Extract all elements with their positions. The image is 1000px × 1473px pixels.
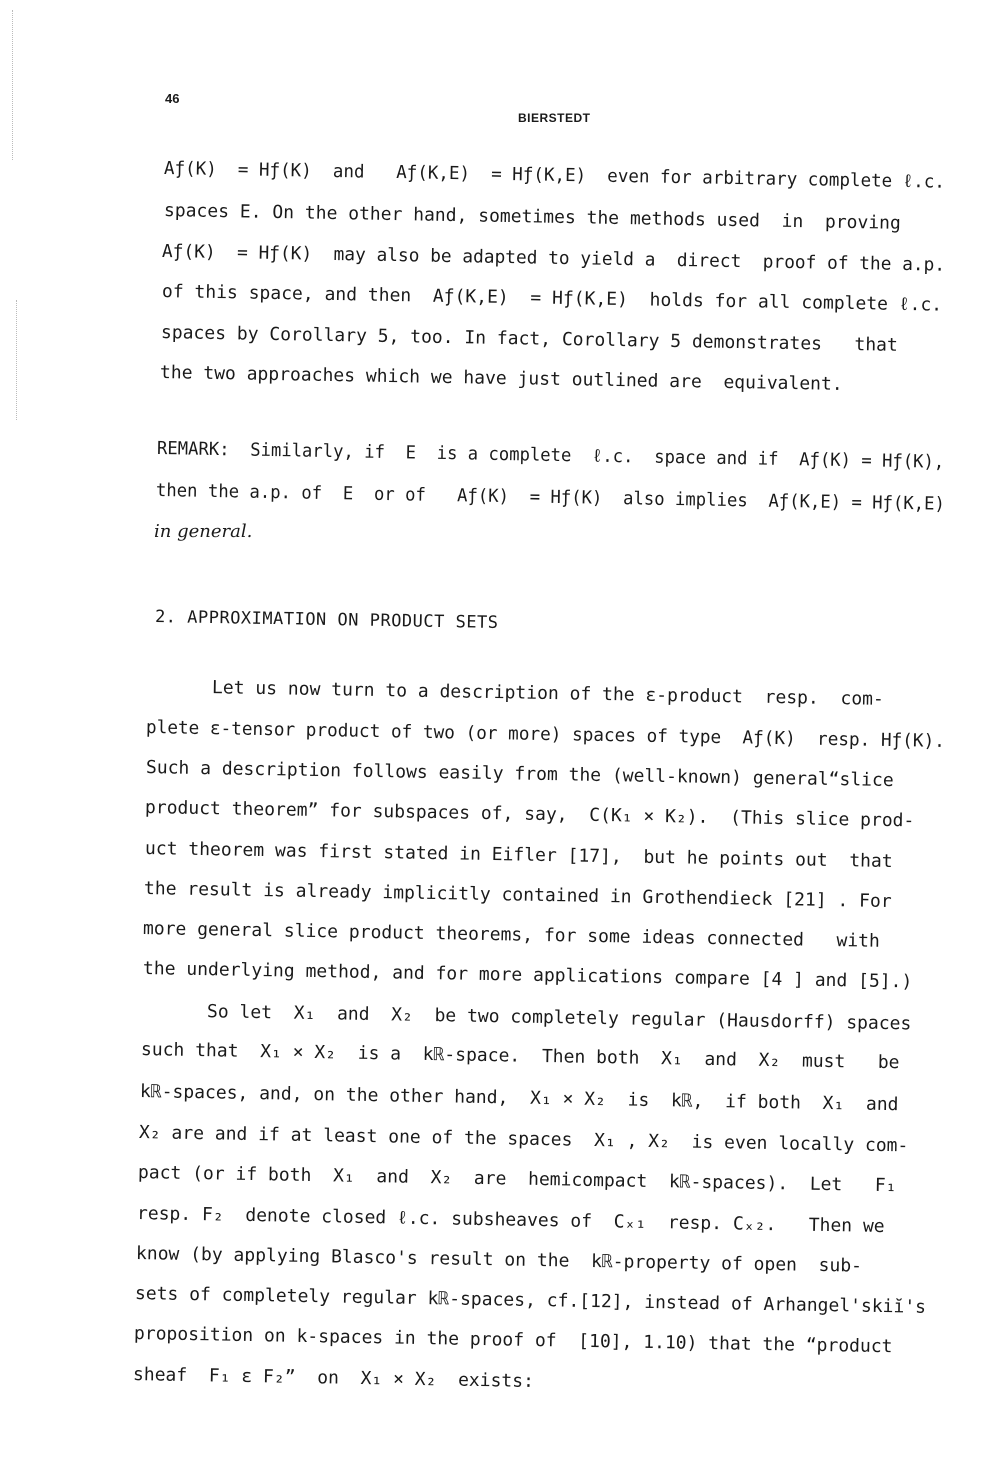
text-line: spaces by Corollary 5, too. In fact, Corollary 5 demonstrates that bbox=[160, 322, 899, 356]
text-line: plete ε-tensor product of two (or more) spaces of type Aƒ(K) resp. Hƒ(K). bbox=[145, 717, 946, 752]
text-line: sheaf F₁ ε F₂” on X₁ × X₂ exists: bbox=[132, 1364, 535, 1392]
text-line: So let X₁ and X₂ be two completely regular (Hausdorff) spaces bbox=[141, 1000, 912, 1035]
text-line: more general slice product theorems, for some ideas connected with bbox=[142, 918, 881, 952]
text-line: Aƒ(K) = Hƒ(K) may also be adapted to yield a direct proof of the a.p. bbox=[161, 241, 946, 276]
text-line: pact (or if both X₁ and X₂ are hemicompact kℝ-spaces). Let F₁ bbox=[137, 1162, 897, 1197]
scan-edge-specks bbox=[16, 300, 23, 420]
text-line: such that X₁ × X₂ is a kℝ-space. Then both X₁ and X₂ must be bbox=[140, 1039, 900, 1074]
text-line: resp. F₂ denote closed ℓ.c. subsheaves of Cₓ₁ resp. Cₓ₂. Then we bbox=[136, 1203, 885, 1238]
scan-edge-specks bbox=[12, 10, 19, 160]
remark-line: REMARK: Similarly, if E is a complete ℓ.c. space and if Aƒ(K) = Hƒ(K), bbox=[156, 438, 945, 473]
running-head: BIERSTEDT bbox=[518, 111, 591, 125]
text-line: sets of completely regular kℝ-spaces, cf.[12], instead of Arhangel'skiĭ's bbox=[134, 1283, 927, 1318]
text-line: the result is already implicitly contained in Grothendieck [21] . For bbox=[143, 878, 892, 913]
text-line: uct theorem was first stated in Eifler [17], but he points out that bbox=[144, 838, 893, 873]
remark-line: in general. bbox=[154, 521, 253, 542]
text-line: spaces E. On the other hand, sometimes the methods used in proving bbox=[163, 200, 902, 234]
text-line: of this space, and then Aƒ(K,E) = Hƒ(K,E) holds for all complete ℓ.c. bbox=[161, 281, 943, 316]
text-line: Such a description follows easily from the (well-known) general“slice bbox=[145, 757, 894, 792]
text-line: Let us now turn to a description of the ε-product resp. com- bbox=[146, 676, 885, 710]
text-line: the two approaches which we have just outlined are equivalent. bbox=[159, 362, 843, 395]
text-line: Aƒ(K) = Hƒ(K) and Aƒ(K,E) = Hƒ(K,E) even for arbitrary complete ℓ.c. bbox=[163, 158, 946, 193]
text-line: X₂ are and if at least one of the spaces X₁ , X₂ is even locally com- bbox=[138, 1122, 909, 1157]
text-line: the underlying method, and for more applications compare [4 ] and [5].) bbox=[142, 958, 913, 993]
text-line: know (by applying Blasco's result on the kℝ-property of open sub- bbox=[135, 1243, 863, 1277]
text-line: kℝ-spaces, and, on the other hand, X₁ × X₂ is kℝ, if both X₁ and bbox=[139, 1081, 899, 1116]
remark-line: then the a.p. of E or of Aƒ(K) = Hƒ(K) also implies Aƒ(K,E) = Hƒ(K,E) bbox=[155, 480, 946, 515]
section-heading: 2. APPROXIMATION ON PRODUCT SETS bbox=[154, 607, 499, 633]
text-line: proposition on k-spaces in the proof of [10], 1.10) that the “product bbox=[133, 1323, 893, 1358]
text-line: product theorem” for subspaces of, say, C(K₁ × K₂). (This slice prod- bbox=[144, 797, 915, 832]
page-number: 46 bbox=[165, 91, 180, 106]
